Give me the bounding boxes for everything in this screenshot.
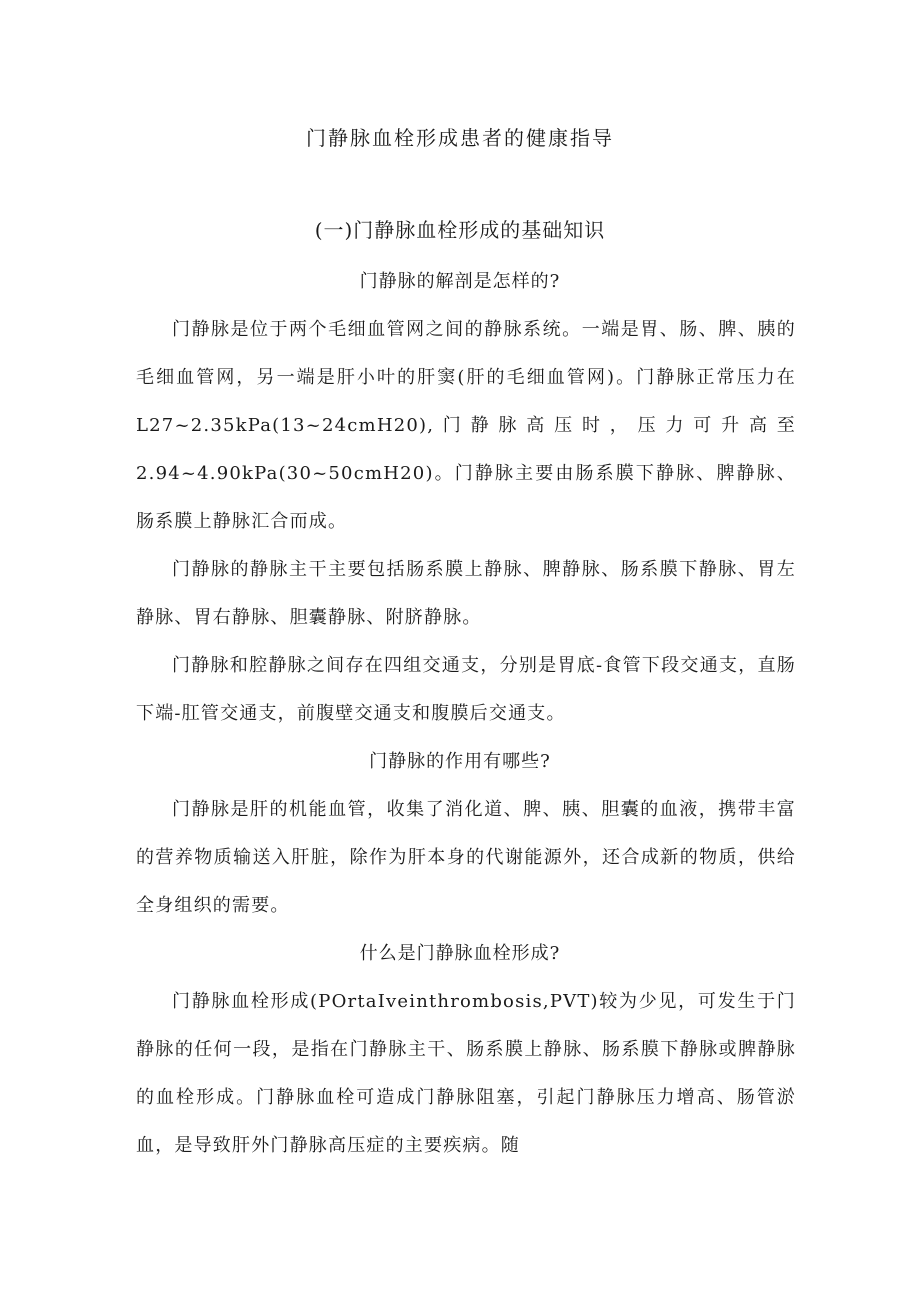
paragraph-function: 门静脉是肝的机能血管，收集了消化道、脾、胰、胆囊的血液，携带丰富的营养物质输送入肝脏，除作为肝本身的代谢能源外，还合成新的物质，供给全身组织的需要。 [136,799,796,916]
document-title: 门静脉血栓形成患者的健康指导 [306,126,614,150]
paragraph-pvt-definition: 门静脉血栓形成(POrtaIveinthrombosis,PVT)较为少见，可发生于门静脉的任何一段，是指在门静脉主干、肠系膜上静脉、肠系膜下静脉或脾静脉的血栓形成。门静脉血栓可造成门静脉阻塞，引起门静脉压力增高、肠管淤血，是导致肝外门静脉高压症的主要疾病。随 [136,991,796,1156]
question-pvt-definition: 什么是门静脉血栓形成? [359,943,561,964]
section-heading: (一)门静脉血栓形成的基础知识 [314,218,606,242]
paragraph-communicating-branches: 门静脉和腔静脉之间存在四组交通支，分别是胃底-食管下段交通支，直肠下端-肛管交通支，前腹壁交通支和腹膜后交通支。 [136,655,796,724]
question-anatomy: 门静脉的解剖是怎样的? [359,271,561,292]
paragraph-anatomy: 门静脉是位于两个毛细血管网之间的静脉系统。一端是胃、肠、脾、胰的毛细血管网，另一端是肝小叶的肝窦(肝的毛细血管网)。门静脉正常压力在L27~2.35kPa(13~24cmH20),门静脉高压时，压力可升高至2.94~4.90kPa(30~50cmH20)。门静脉主要由肠系膜下静脉、脾静脉、肠系膜上静脉汇合而成。 [136,319,796,532]
question-function: 门静脉的作用有哪些? [369,751,551,772]
paragraph-main-trunk: 门静脉的静脉主干主要包括肠系膜上静脉、脾静脉、肠系膜下静脉、胃左静脉、胃右静脉、胆囊静脉、附脐静脉。 [136,559,796,628]
